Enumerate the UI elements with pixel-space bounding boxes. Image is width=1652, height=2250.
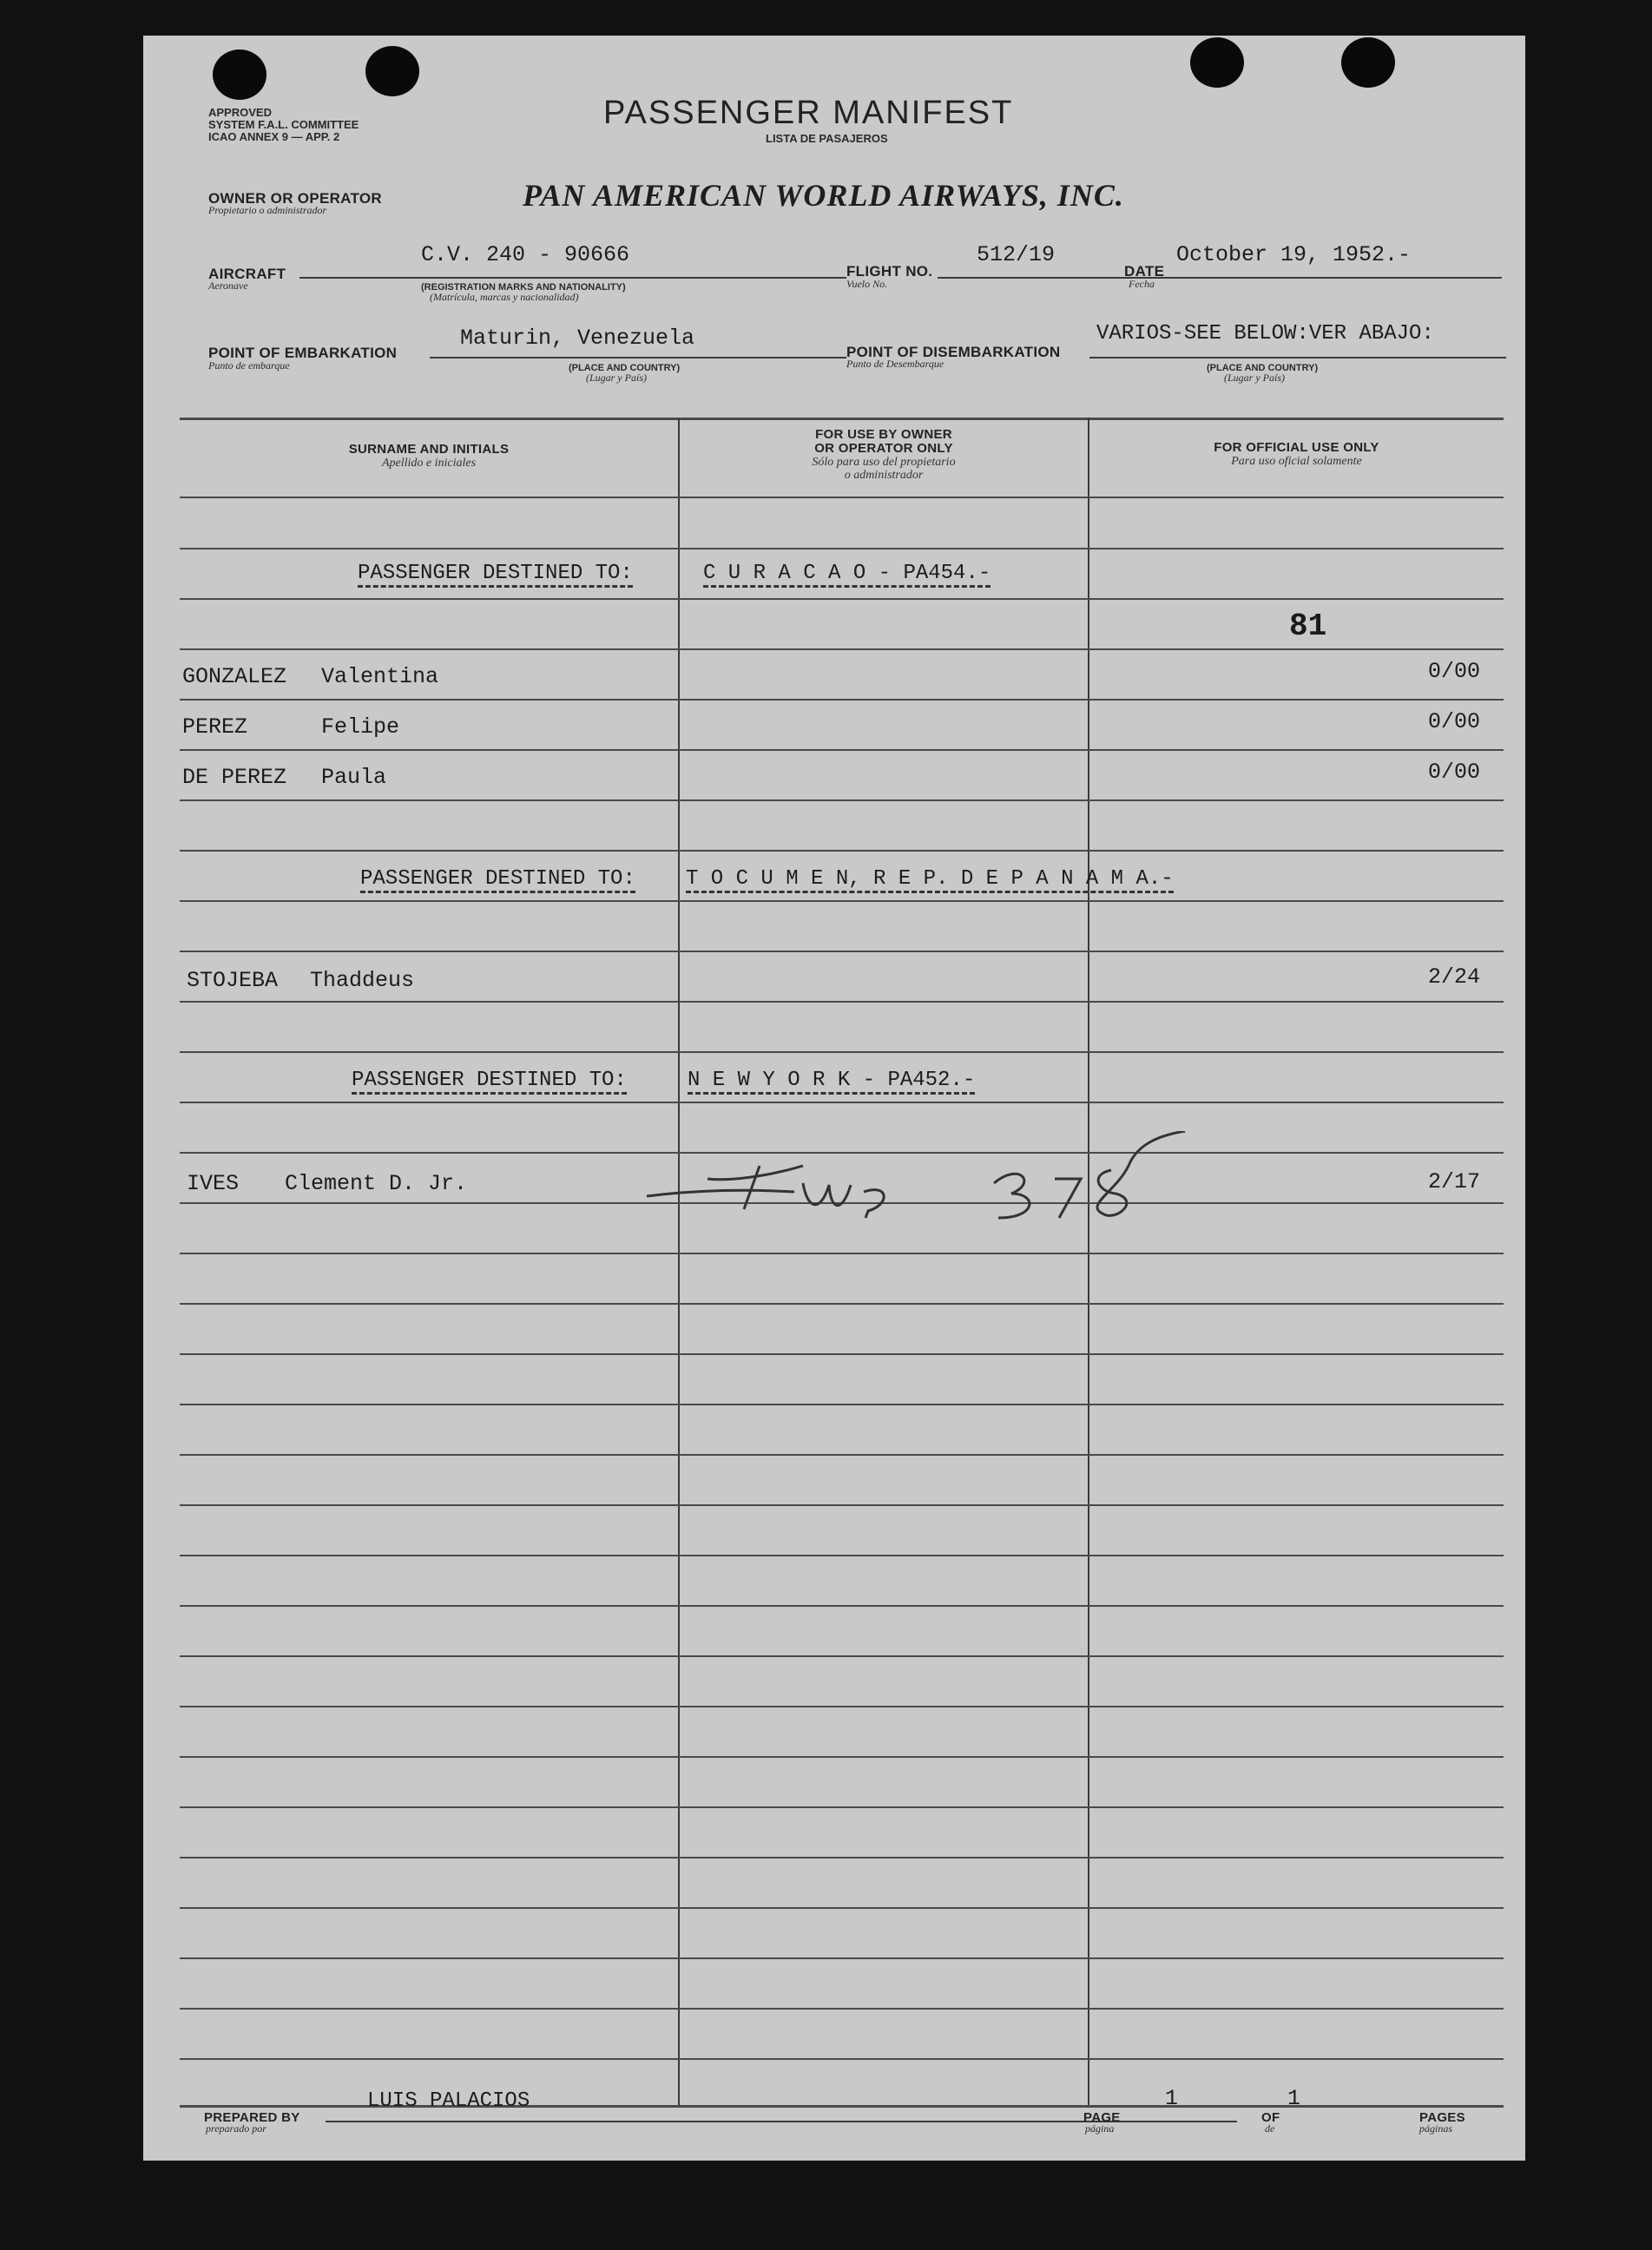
approval-line-2: SYSTEM F.A.L. COMMITTEE bbox=[208, 118, 359, 131]
embarkation-label-es: Punto de embarque bbox=[208, 359, 290, 372]
manifest-page bbox=[143, 36, 1525, 2161]
handwritten-signature bbox=[629, 1131, 1254, 1235]
page-label-es: página bbox=[1085, 2122, 1115, 2135]
aircraft-note: (REGISTRATION MARKS AND NATIONALITY) bbox=[421, 282, 626, 293]
passenger-surname: GONZALEZ bbox=[182, 664, 287, 689]
disembarkation-note: (PLACE AND COUNTRY) bbox=[1207, 363, 1319, 373]
col-owner-header-es-1: Sólo para uso del propietario bbox=[812, 456, 956, 469]
embarkation-note: (PLACE AND COUNTRY) bbox=[569, 363, 681, 373]
page-number: 1 bbox=[1165, 2086, 1179, 2111]
aircraft-value: C.V. 240 - 90666 bbox=[421, 242, 630, 267]
passenger-official-code: 2/24 bbox=[1427, 964, 1480, 990]
of-label-es: de bbox=[1265, 2122, 1275, 2135]
flight-date: October 19, 1952.- bbox=[1176, 242, 1412, 267]
passenger-given-name: Valentina bbox=[321, 664, 439, 689]
column-divider bbox=[1088, 418, 1089, 2105]
col-owner-header-2: OR OPERATOR ONLY bbox=[814, 441, 953, 456]
passenger-official-code: 2/17 bbox=[1427, 1169, 1480, 1194]
prepared-by-label-es: preparado por bbox=[206, 2122, 267, 2135]
prepared-by-value: LUIS PALACIOS bbox=[367, 2089, 530, 2113]
punch-hole bbox=[213, 49, 267, 100]
passenger-given-name: Clement D. Jr. bbox=[285, 1171, 468, 1196]
col-surname-header-es: Apellido e iniciales bbox=[381, 457, 477, 470]
approval-line-1: APPROVED bbox=[208, 106, 272, 119]
passenger-official-code: 0/00 bbox=[1427, 760, 1480, 785]
approval-line-3: ICAO ANNEX 9 — APP. 2 bbox=[208, 130, 340, 143]
col-owner-header-1: FOR USE BY OWNER bbox=[815, 427, 952, 442]
punch-hole bbox=[365, 46, 419, 96]
embarkation-note-es: (Lugar y País) bbox=[586, 372, 647, 384]
embarkation-value: Maturin, Venezuela bbox=[460, 326, 695, 351]
group-label: PASSENGER DESTINED TO: bbox=[352, 1069, 627, 1095]
of-label: OF bbox=[1261, 2110, 1280, 2125]
flight-label-es: Vuelo No. bbox=[846, 278, 888, 290]
passenger-given-name: Paula bbox=[321, 765, 387, 790]
passenger-surname: IVES bbox=[187, 1171, 240, 1196]
punch-hole bbox=[1190, 37, 1244, 88]
date-label-es: Fecha bbox=[1129, 278, 1155, 290]
group-destination: T O C U M E N, R E P. D E P A N A M A.- bbox=[686, 867, 1174, 893]
col-official-header: FOR OFFICIAL USE ONLY bbox=[1214, 440, 1379, 455]
disembarkation-label: POINT OF DISEMBARKATION bbox=[846, 344, 1061, 360]
group-label: PASSENGER DESTINED TO: bbox=[360, 867, 635, 893]
disembarkation-value: VARIOS-SEE BELOW:VER ABAJO: bbox=[1096, 322, 1434, 345]
col-surname-header: SURNAME AND INITIALS bbox=[348, 442, 510, 457]
flight-number: 512/19 bbox=[977, 242, 1056, 267]
page-subtitle: LISTA DE PASAJEROS bbox=[766, 132, 888, 145]
flight-label: FLIGHT NO. bbox=[846, 263, 933, 280]
group-destination: N E W Y O R K - PA452.- bbox=[688, 1069, 975, 1095]
passenger-official-code: 0/00 bbox=[1427, 659, 1480, 684]
aircraft-label: AIRCRAFT bbox=[208, 266, 286, 282]
passenger-surname: STOJEBA bbox=[187, 968, 279, 993]
passenger-surname: PEREZ bbox=[182, 714, 248, 740]
embarkation-label: POINT OF EMBARKATION bbox=[208, 345, 398, 361]
total-pages: 1 bbox=[1287, 2086, 1301, 2111]
page-title: PASSENGER MANIFEST bbox=[603, 95, 1014, 131]
disembarkation-label-es: Punto de Desembarque bbox=[846, 358, 944, 370]
punch-hole bbox=[1341, 37, 1395, 88]
pages-label-es: páginas bbox=[1419, 2122, 1453, 2135]
pages-label: PAGES bbox=[1419, 2110, 1465, 2125]
official-stamp-number: 81 bbox=[1289, 609, 1327, 644]
group-label: PASSENGER DESTINED TO: bbox=[358, 562, 633, 588]
page-label: PAGE bbox=[1083, 2110, 1121, 2125]
col-official-header-es: Para uso oficial solamente bbox=[1231, 455, 1362, 468]
prepared-by-label: PREPARED BY bbox=[204, 2110, 300, 2125]
aircraft-label-es: Aeronave bbox=[208, 280, 248, 292]
operator-name: PAN AMERICAN WORLD AIRWAYS, INC. bbox=[523, 178, 1124, 213]
passenger-surname: DE PEREZ bbox=[182, 765, 287, 790]
passenger-given-name: Thaddeus bbox=[310, 968, 415, 993]
group-destination: C U R A C A O - PA454.- bbox=[703, 562, 991, 588]
aircraft-note-es: (Matrícula, marcas y nacionalidad) bbox=[430, 291, 579, 303]
disembarkation-note-es: (Lugar y País) bbox=[1224, 372, 1285, 384]
passenger-given-name: Felipe bbox=[321, 714, 400, 740]
owner-label-es: Propietario o administrador bbox=[208, 204, 327, 216]
passenger-official-code: 0/00 bbox=[1427, 709, 1480, 734]
owner-label: OWNER OR OPERATOR bbox=[208, 190, 382, 207]
date-label: DATE bbox=[1124, 263, 1165, 280]
col-owner-header-es-2: o administrador bbox=[844, 469, 924, 482]
column-divider bbox=[678, 418, 680, 2105]
